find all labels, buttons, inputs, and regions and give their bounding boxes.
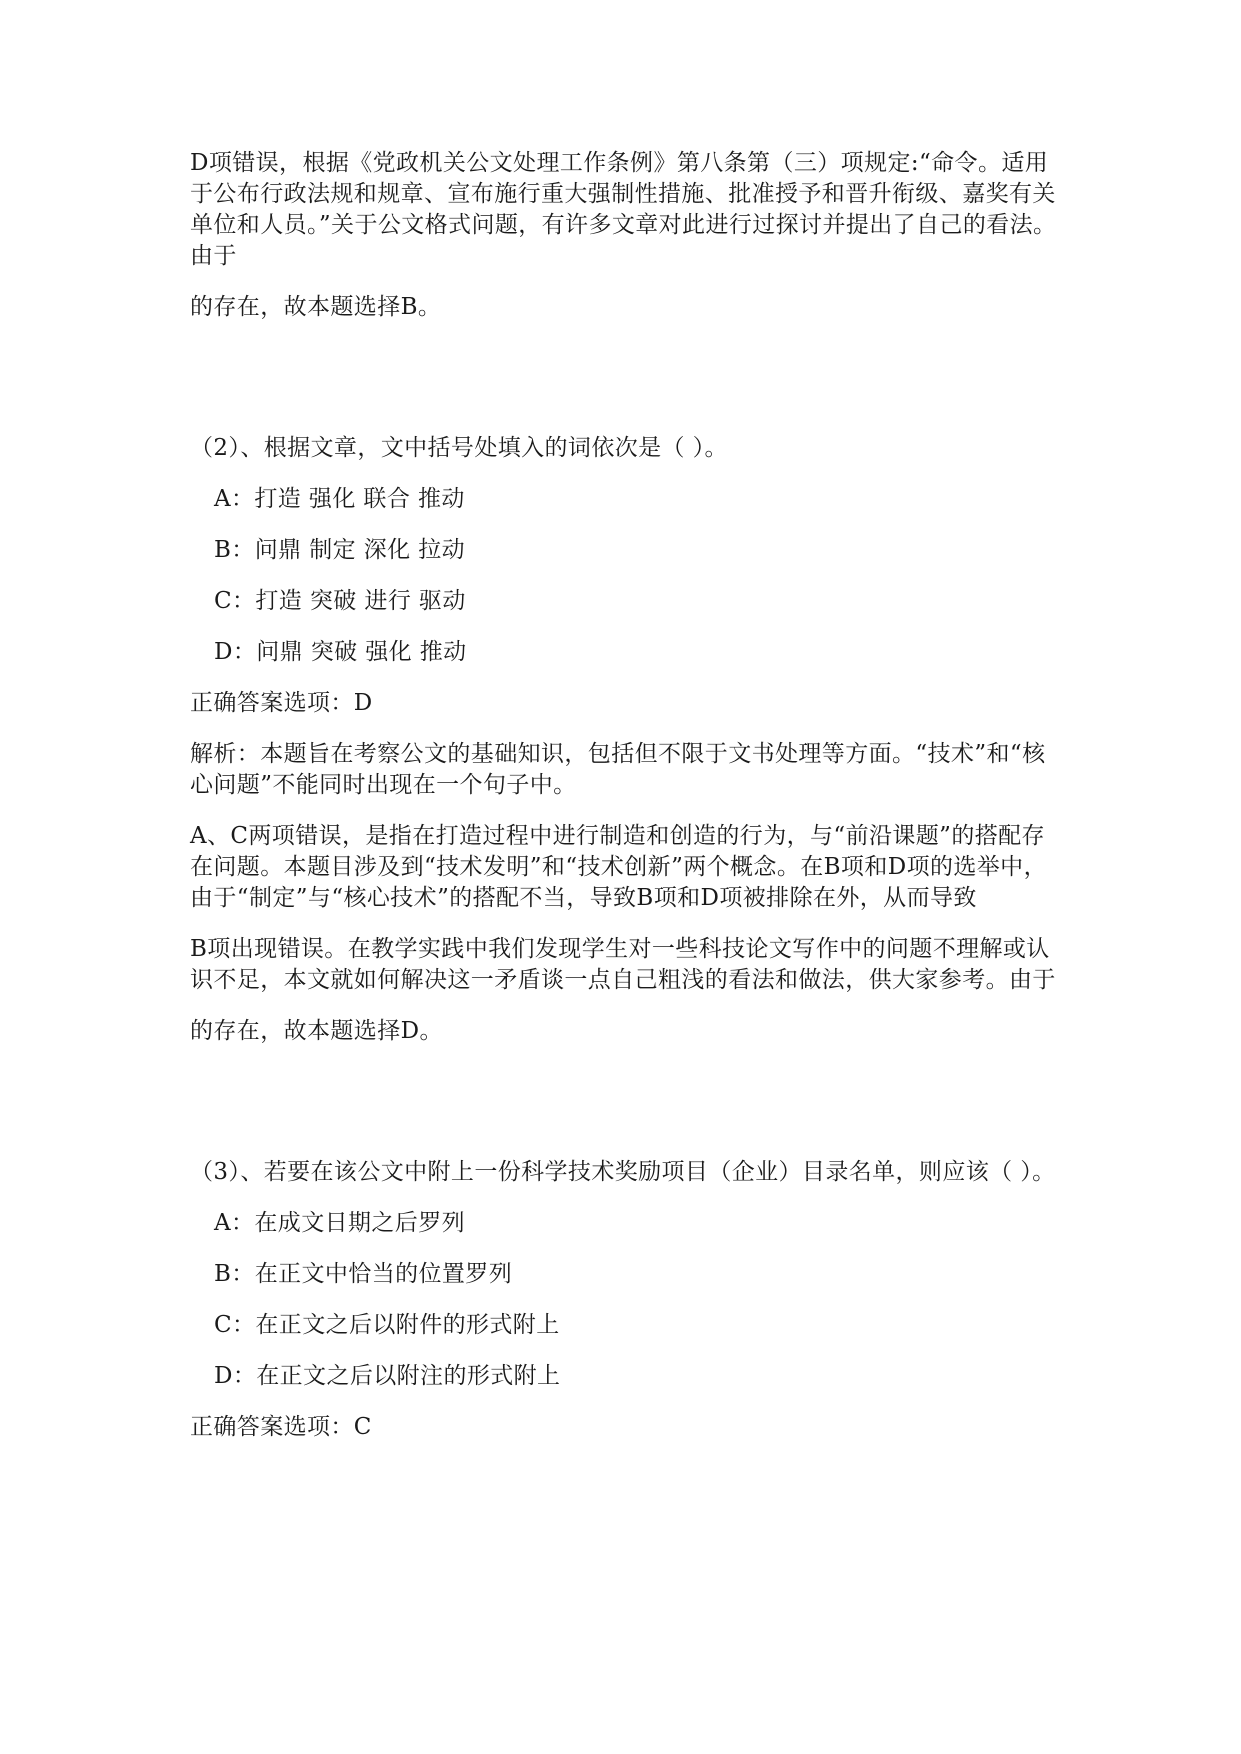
question-2-conclusion: 的存在，故本题选择D。 — [190, 1018, 443, 1044]
question-3-option-d: D：在正文之后以附注的形式附上 — [214, 1363, 561, 1389]
question-3-stem: （3）、若要在该公文中附上一份科学技术奖励项目（企业）目录名单，则应该（ ）。 — [190, 1159, 1056, 1185]
conclusion-paragraph: 的存在，故本题选择B。 — [190, 294, 442, 320]
question-2-answer: 正确答案选项：D — [190, 690, 373, 716]
question-2-option-b: B：问鼎 制定 深化 拉动 — [214, 537, 466, 563]
question-2-option-a: A：打造 强化 联合 推动 — [214, 486, 465, 512]
question-3-answer: 正确答案选项：C — [190, 1414, 372, 1440]
question-2-option-d: D：问鼎 突破 强化 推动 — [214, 639, 467, 665]
question-2-analysis-continued: B项出现错误。在教学实践中我们发现学生对一些科技论文写作中的问题不理解或认识不足，本文就如何解决这一矛盾谈一点自己粗浅的看法和做法，供大家参考。由于 — [190, 936, 1056, 993]
document-page — [190, 148, 1060, 1443]
question-2-stem: （2）、根据文章，文中括号处填入的词依次是（ ）。 — [190, 435, 728, 461]
question-3-option-b: B：在正文中恰当的位置罗列 — [214, 1261, 513, 1287]
explanation-paragraph: D项错误，根据《党政机关公文处理工作条例》第八条第（三）项规定:“命令。适用于公布行政法规和规章、宣布施行重大强制性措施、批准授予和晋升衔级、嘉奖有关单位和人员。”关于公文格式问题，有许多文章对此进行过探讨并提出了自己的看法。由于 — [190, 150, 1057, 269]
question-2-analysis-detail: A、C两项错误，是指在打造过程中进行制造和创造的行为，与“前沿课题”的搭配存在问题。本题目涉及到“技术发明”和“技术创新”两个概念。在B项和D项的选举中，由于“制定”与“核心技术”的搭配不当，导致B项和D项被排除在外，从而导致 — [190, 823, 1047, 911]
question-3-option-c: C：在正文之后以附件的形式附上 — [214, 1312, 560, 1338]
question-3-option-a: A：在成文日期之后罗列 — [214, 1210, 466, 1236]
question-2-option-c: C：打造 突破 进行 驱动 — [214, 588, 466, 614]
question-2-analysis: 解析：本题旨在考察公文的基础知识，包括但不限于文书处理等方面。“技术”和“核心问题”不能同时出现在一个句子中。 — [190, 741, 1046, 798]
